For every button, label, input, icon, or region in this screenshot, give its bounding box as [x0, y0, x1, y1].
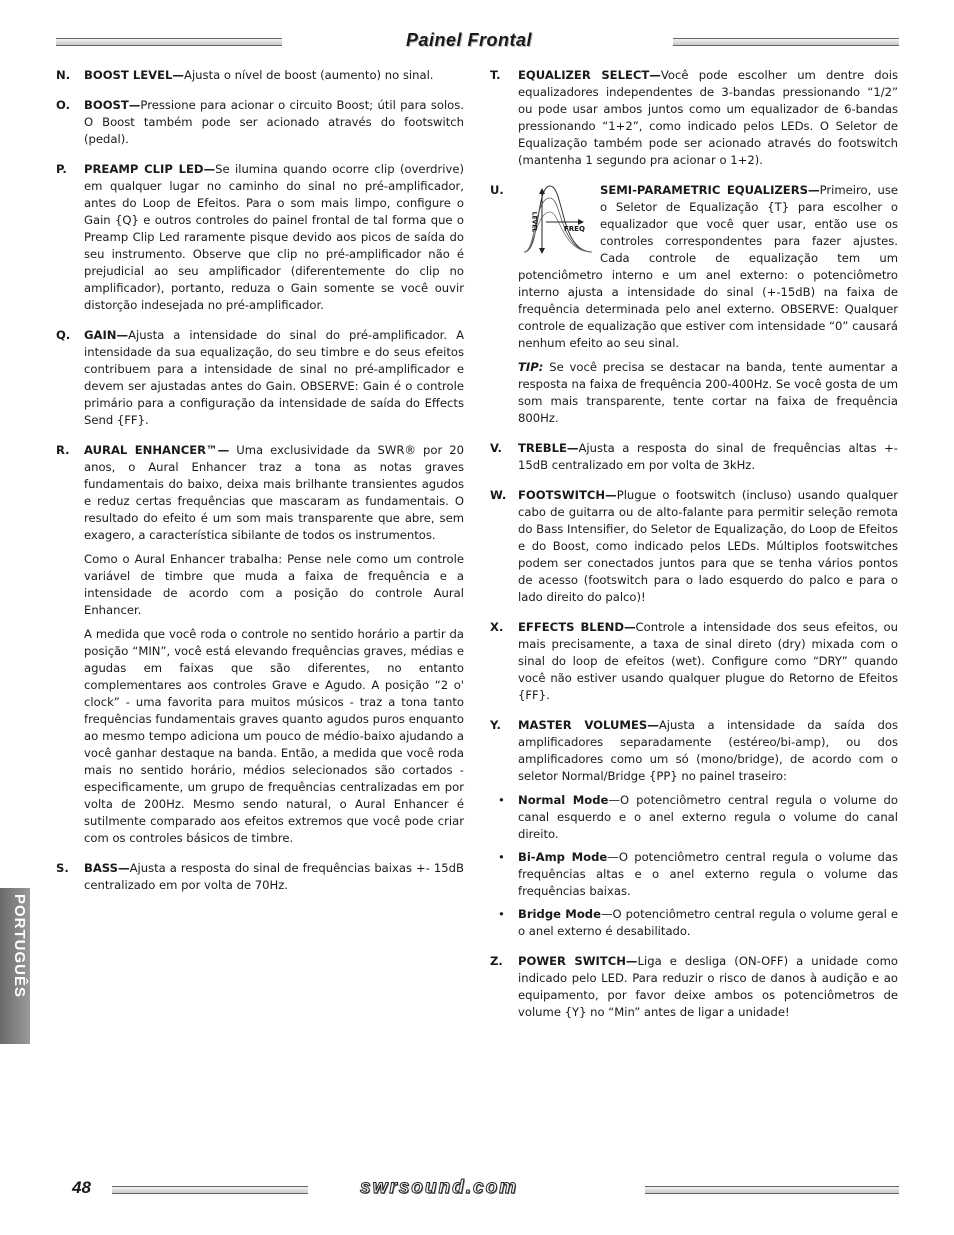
header-rule-left	[56, 38, 282, 46]
item-term: MASTER VOLUMES—	[518, 718, 659, 732]
item-u-semi-parametric-eq	[490, 182, 898, 427]
item-term: BASS—	[84, 861, 130, 875]
header-rule-right	[673, 38, 899, 46]
item-letter: Y.	[490, 718, 501, 732]
bullet-term: Bi-Amp Mode	[518, 850, 608, 864]
item-term: EQUALIZER SELECT—	[518, 68, 661, 82]
bullet-text: —O potenciômetro central regula o volume do canal esquerdo e o anel externo regula o volume do canal direito.	[518, 793, 899, 841]
item-text: Liga e desliga (ON-OFF) a unidade como indicado pelo LED. Para reduzir o risco de danos à audição e ao equipamento, por favor deixe ambos os potenciômetros de volume {Y} no “Min” antes de ligar a unidade!	[518, 954, 898, 1019]
bullet-term: Normal Mode	[518, 793, 609, 807]
item-p-preamp-clip-led	[56, 161, 464, 314]
item-letter: N.	[56, 68, 71, 82]
bullet-text: —O potenciômetro central regula o volume geral e o anel externo é desabilitado.	[518, 907, 898, 938]
tip-text: Se você precisa se destacar na banda, tente aumentar a resposta na faixa de frequência 200-400Hz. Se você gosta de um som mais transparente, tente cortar na faixa de frequência 800Hz.	[518, 360, 898, 425]
item-text: Você pode escolher um dentre dois equalizadores independentes de 3-bandas pressionando “1/2” ou pode usar ambos juntos como um equalizador de 6-bandas pressionando “1+2”, como indicado pelos LEDs. O Seletor de Equalização também pode ser acionado através do footswitch (mantenha 1 segundo pra acionar o 1+2).	[518, 68, 898, 167]
item-letter: U.	[490, 183, 504, 197]
item-term: AURAL ENHANCER™—	[84, 443, 230, 457]
item-letter: X.	[490, 620, 504, 634]
eq-figure-level-label: LEVEL	[530, 211, 538, 233]
item-text: Primeiro, use o Seletor de Equalização {T} para escolher o equalizador que você quer usar, então use os controles correspondentes para fazer ajustes. Cada controle de equalização tem um potenciômetro interno e um anel externo: o potenciômetro interno ajusta a intensidade do sinal (+-15dB) na faixa de frequência determinada pelo anel externo. OBSERVE: Qualquer controle de equalização que estiver com intensidade “0” causará nenhum efeito ao seu sinal.	[518, 183, 899, 350]
page-title: Painel Frontal	[406, 30, 533, 50]
bullet-term: Bridge Mode	[518, 907, 601, 921]
right-column	[490, 67, 898, 1034]
item-text: Pressione para acionar o circuito Boost; útil para solos. O Boost também pode ser acionado através do footswitch (pedal).	[84, 98, 464, 146]
item-term: EFFECTS BLEND—	[518, 620, 636, 634]
item-q-gain	[56, 327, 464, 429]
website-url: swrsound.com	[360, 1177, 519, 1198]
item-letter: R.	[56, 443, 70, 457]
item-term: FOOTSWITCH—	[518, 488, 617, 502]
bullet-dot: •	[498, 850, 505, 864]
footer-rule-right	[645, 1186, 899, 1194]
item-letter: Q.	[56, 328, 71, 342]
item-term: SEMI-PARAMETRIC EQUALIZERS—	[600, 183, 820, 197]
item-letter: O.	[56, 98, 71, 112]
bullet-dot: •	[498, 907, 505, 921]
item-letter: V.	[490, 441, 502, 455]
page-number: 48	[72, 1178, 91, 1197]
left-column	[56, 67, 464, 907]
item-s-bass	[56, 860, 464, 894]
bullet-bi-amp-mode	[490, 849, 898, 900]
item-text: Ajusta a resposta do sinal de frequências altas +- 15dB centralizado em por volta de 3kHz.	[518, 441, 898, 472]
item-term: BOOST—	[84, 98, 141, 112]
item-w-footswitch	[490, 487, 898, 606]
item-letter: W.	[490, 488, 507, 502]
item-letter: S.	[56, 861, 69, 875]
bullet-bridge-mode	[490, 906, 898, 940]
bullet-normal-mode	[490, 792, 898, 843]
item-text: Ajusta a intensidade da saída dos amplificadores separadamente (estéreo/bi-amp), ou dos amplificadores como um só (mono/bridge), de acordo com o seletor Normal/Bridge {PP} no painel traseiro:	[518, 718, 898, 783]
item-text: Se ilumina quando ocorre clip (overdrive) em qualquer lugar no caminho do sinal no pré-amplificador, antes do Loop de Efeitos. Para o som mais limpo, configure o Gain {Q} e outros controles do painel frontal de tal forma que o Preamp Clip Led raramente pisque devido aos picos de saída do seu instrumento. Observe que clip no pré-amplificador não é prejudicial ao seu amplificador (diferentemente do clip no amplificador), portanto, reduza o Gain somente se você ouvir distorção indesejada no pré-amplificador.	[84, 162, 464, 312]
item-x-effects-blend	[490, 619, 898, 704]
eq-figure-freq-label: FREQ	[564, 225, 585, 233]
item-term: POWER SWITCH—	[518, 954, 638, 968]
language-side-tab-label: PORTUGUÊS	[11, 894, 28, 999]
item-text: Plugue o footswitch (incluso) usando qualquer cabo de guitarra ou de alto-falante para permitir seleção remota do Bass Intensifier, do Seletor de Equalização, do Loop de Efeitos e do Boost, como indicado pelos LEDs. Múltiplos footswitches podem ser conectados juntos para que se tenha vários pontos de acesso (footswitch para o lado esquerdo do palco e para o lado direito do palco)!	[518, 488, 898, 604]
item-text: Ajusta a resposta do sinal de frequências baixas +- 15dB centralizado em por volta de 70Hz.	[84, 861, 464, 892]
item-n-boost-level	[56, 67, 464, 84]
item-paragraph: A medida que você roda o controle no sentido horário a partir da posição “MIN”, você está elevando frequências graves, médias e agudas em faixas que são diferentes, no entanto complementares aos controles Grave e Agudo. A posição “2 o' clock” - uma favorita para muitos músicos - traz a tona tanto frequências fundamentais graves quanto agudos puros enquanto ao mesmo tempo adiciona um pouco de médio-baixo ajudando a você ganhar destaque na banda. Então, a medida que você roda mais no sentido horário, médios selecionados são cortados - especificamente, um grupo de frequências centralizadas em por volta de 200Hz. Mesmo sendo natural, o Aural Enhancer é sutilmente comparado aos efeitos extremos que você pode criar com os controles básicos de timbre.	[84, 627, 464, 845]
item-t-equalizer-select	[490, 67, 898, 169]
item-paragraph: Como o Aural Enhancer trabalha: Pense nele como um controle variável de timbre que muda a faixa de frequência e a intensidade de acordo com a posição do controle Aural Enhancer.	[84, 552, 464, 617]
item-text: Uma exclusividade da SWR® por 20 anos, o Aural Enhancer traz a tona as notas graves fundamentais do baixo, deixa mais brilhante transientes agudos e reduz certas frequências que mascaram as fundamentais. O resultado do efeito é um som mais transparente que abre, sem exagero, a característica sibilante de todos os instrumentos.	[84, 443, 465, 542]
item-o-boost	[56, 97, 464, 148]
item-letter: T.	[490, 68, 501, 82]
item-term: PREAMP CLIP LED—	[84, 162, 216, 176]
eq-curve-icon	[522, 184, 594, 256]
bullet-dot: •	[498, 793, 505, 807]
bullet-text: —O potenciômetro central regula o volume das frequências altas e o anel externo regula o volume das frequências baixas.	[518, 850, 898, 898]
item-letter: P.	[56, 162, 67, 176]
item-z-power-switch	[490, 953, 898, 1021]
item-letter: Z.	[490, 954, 503, 968]
item-r-aural-enhancer	[56, 442, 464, 847]
item-text: Controle a intensidade dos seus efeitos, ou mais precisamente, a taxa de sinal direto (dry) mixada com o sinal do loop de efeitos (wet). Configure como “DRY” quando você não estiver usando qualquer plugue do Retorno de Efeitos {FF}.	[518, 620, 898, 702]
item-term: TREBLE—	[518, 441, 579, 455]
item-term: BOOST LEVEL—	[84, 68, 185, 82]
tip-label: TIP:	[518, 360, 544, 374]
item-v-treble	[490, 440, 898, 474]
item-text: Ajusta a intensidade do sinal do pré-amplificador. A intensidade da sua equalização, do seu timbre e do seus efeitos contribuem para a intensidade de sinal no pré-amplificador e devem ser ajustadas antes do Gain. OBSERVE: Gain é o controle primário para a configuração da intensidade de saída do Effects Send {FF}.	[84, 328, 464, 427]
item-y-master-volumes	[490, 717, 898, 940]
item-text: Ajusta o nível de boost (aumento) no sinal.	[184, 68, 434, 82]
footer-rule-left	[112, 1186, 308, 1194]
item-term: GAIN—	[84, 328, 129, 342]
